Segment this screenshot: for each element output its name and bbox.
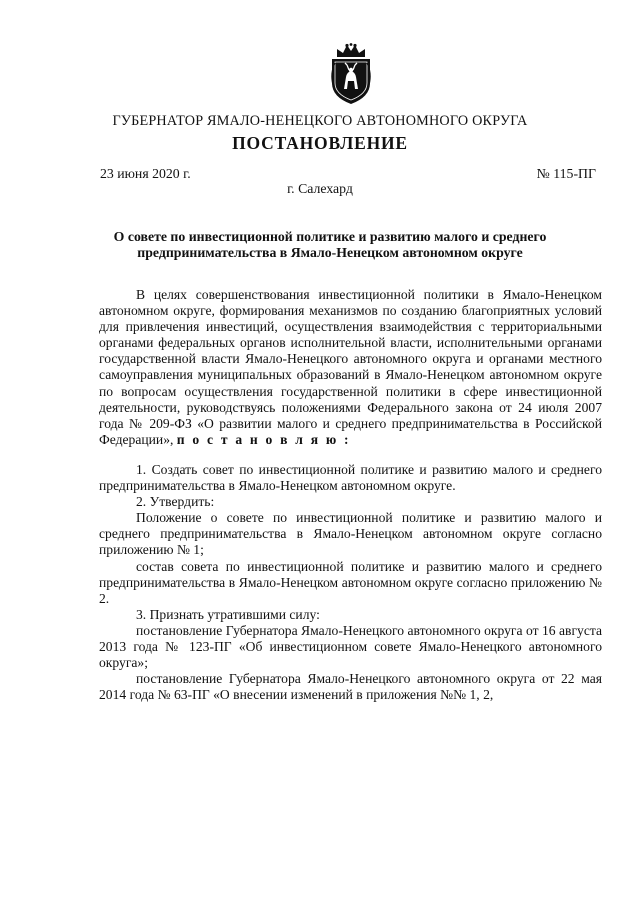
clause-3-item-2: постановление Губернатора Ямало-Ненецкого автономного округа от 22 мая 2014 года № 63-ПГ «О внесении изменений в приложения №№ 1, 2,	[99, 671, 602, 703]
document-date: 23 июня 2020 г.	[100, 166, 191, 181]
clause-2: 2. Утвердить:	[136, 494, 215, 510]
document-number: № 115-ПГ	[536, 166, 596, 181]
preamble-paragraph	[99, 287, 602, 448]
decree-word: п о с т а н о в л я ю :	[176, 431, 351, 447]
document-body	[99, 287, 602, 703]
clause-3: 3. Признать утратившими силу:	[136, 606, 320, 622]
clause-1: 1. Создать совет по инвестиционной политике и развитию малого и среднего предпринимательства в Ямало-Ненецком автономном округе.	[99, 461, 602, 494]
issuing-authority: ГУБЕРНАТОР ЯМАЛО-НЕНЕЦКОГО АВТОНОМНОГО ОКРУГА	[112, 113, 528, 129]
document-city: г. Салехард	[287, 181, 353, 196]
coat-of-arms-icon	[327, 43, 375, 105]
clause-2-item-1: Положение о совете по инвестиционной политике и развитию малого и среднего предпринимательства в Ямало-Ненецком автономном округе согласно приложению № 1;	[99, 510, 602, 558]
preamble-text: В целях совершенствования инвестиционной политики в Ямало-Ненецком автономном округе, формирования механизмов по созданию благоприятных условий для привлечения инвестиций, осуществления взаимодействия с территориальными органами федеральных органов исполнительной власти, исполнительными органами государственной власти Ямало-Ненецкого автономного округа и органами местного самоуправления муниципальных образований в Ямало-Ненецком автономном округе по вопросам осуществления государственной политики в сфере инвестиционной деятельности, руководствуясь положениями Федерального закона от 24 июля 2007 года № 209-ФЗ «О развитии малого и среднего предпринимательства в Российской Федерации»,	[99, 287, 602, 447]
clause-2-item-2: состав совета по инвестиционной политике и развитию малого и среднего предпринимательства в Ямало-Ненецком автономном округе согласно приложению № 2.	[99, 558, 602, 606]
document-title: О совете по инвестиционной политике и развитию малого и среднего предпринимательства в Ямало-Ненецком автономном округе	[113, 229, 547, 260]
clause-3-item-1: постановление Губернатора Ямало-Ненецкого автономного округа от 16 августа 2013 года № 123-ПГ «Об инвестиционном совете Ямало-Ненецкого автономного округа»;	[99, 622, 602, 671]
document-type: ПОСТАНОВЛЕНИЕ	[232, 133, 408, 153]
